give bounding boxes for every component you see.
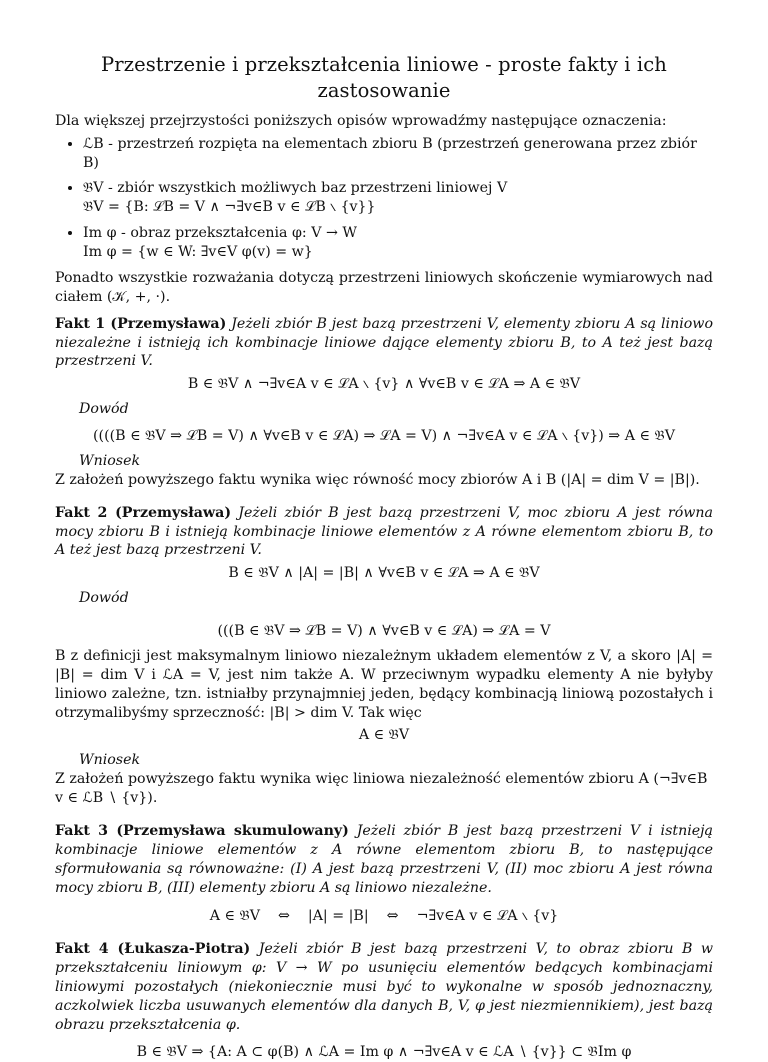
fact-1-formula: B ∈ 𝔅V ∧ ¬∃v∈A v ∈ ℒA ∖ {v} ∧ ∀v∈B v ∈ ℒA ⇒ A ∈ 𝔅V [187,376,581,393]
notation-list [55,135,713,262]
fact-1-corollary: Z założeń powyższego faktu wynika więc równość mocy zbiorów A i B (|A| = dim V = |B|). [55,471,700,488]
fact-2-proof-result: A ∈ 𝔅V [358,727,410,744]
fact-4-statement: Jeżeli zbiór B jest bazą przestrzeni V, to obraz zbioru B w przekształceniu liniowym φ: V → W po usunięciu elementów bedących kombinacjami liniowymi pozostałych (niekoniecznie musi być to wykonalne w sposób jednoznaczny, aczkolwiek liczba usuwanych elementów dla danych B, V, φ jest niezmiennikiem), jest bazą obrazu przekształcenia φ. [55,941,713,1033]
proof-label: Dowód [79,590,129,607]
fact-1 [55,315,713,372]
notation-item-line1: • Im φ - obraz przekształcenia φ: V → W [83,225,357,242]
notation-item-line2: 𝔅V = {B: ℒB = V ∧ ¬∃v∈B v ∈ ℒB ∖ {v}} [83,199,376,216]
fact-3-heading: Fakt 3 (Przemysława skumulowany) [55,822,349,839]
fact-2-corollary: Z założeń powyższego faktu wynika więc liniowa niezależność elementów zbioru A (¬∃v∈B v ∈ ℒB ∖ {v}). [55,771,708,807]
fact-1-heading: Fakt 1 (Przemysława) [55,315,227,332]
note-paragraph: Ponadto wszystkie rozważania dotyczą przestrzeni liniowych skończenie wymiarowych nad ciałem (𝒦, +, ·). [55,269,713,305]
fact-2-proof-text: B z definicji jest maksymalnym liniowo niezależnym układem elementów z V, a skoro |A| = |B| = dim V i ℒA = V, jest nim także A. W przeciwnym wypadku elementy A nie byłyby liniowo zależne, tzn. istniałby przynajmniej jeden, będący kombinacją liniową pozostałych i otrzymalibyśmy sprzeczność: |B| > dim V. Tak więc [55,647,713,721]
fact-4-formula: B ∈ 𝔅V ⇒ {A: A ⊂ φ(B) ∧ ℒA = Im φ ∧ ¬∃v∈A v ∈ ℒA ∖ {v}} ⊂ 𝔅Im φ [136,1043,632,1060]
notation-item-line1: • 𝔅V - zbiór wszystkich możliwych baz przestrzeni liniowej V [83,180,508,197]
corollary-label: Wniosek [79,752,141,769]
fact-1-statement: Jeżeli zbiór B jest bazą przestrzeni V, elementy zbioru A są liniowo niezależne i istnieją ich kombinacje liniowe dające elementy zbioru B, to A też jest bazą przestrzeni V. [55,315,713,370]
fact-3-statement: Jeżeli zbiór B jest bazą przestrzeni V i istnieją kombinacje liniowe elementów z A równe elementom zbioru B, to następujące sformułowania są równoważne: (I) A jest bazą przestrzeni V, (II) moc zbioru A jest równa mocy zbioru B, (III) elementy zbioru A są liniowo niezależne. [55,822,713,896]
notation-item-line2: Im φ = {w ∈ W: ∃v∈V φ(v) = w} [83,244,313,261]
fact-4 [55,940,713,1034]
notation-item-line1: ℒB - przestrzeń rozpięta na elementach zbioru B (przestrzeń generowana przez zbiór B) [83,135,697,171]
page-title: Przestrzenie i przekształcenia liniowe - proste fakty i ich zastosowanie [101,53,667,102]
fact-2-formula: B ∈ 𝔅V ∧ |A| = |B| ∧ ∀v∈B v ∈ ℒA ⇒ A ∈ 𝔅V [228,565,540,582]
proof-label: Dowód [79,401,129,418]
intro-paragraph: Dla większej przejrzystości poniższych opisów wprowadźmy następujące oznaczenia: [55,112,667,129]
corollary-label: Wniosek [79,452,141,469]
notation-item [83,135,713,173]
fact-3-formula: A ∈ 𝔅V ⇔ |A| = |B| ⇔ ¬∃v∈A v ∈ ℒA ∖ {v} [209,908,559,925]
notation-item [83,224,713,262]
fact-2-proof-formula: (((B ∈ 𝔅V ⇒ ℒB = V) ∧ ∀v∈B v ∈ ℒA) ⇒ ℒA = V [217,623,551,640]
fact-1-proof-formula: ((((B ∈ 𝔅V ⇒ ℒB = V) ∧ ∀v∈B v ∈ ℒA) ⇒ ℒA = V) ∧ ¬∃v∈A v ∈ ℒA ∖ {v}) ⇒ A ∈ 𝔅V [93,428,675,445]
fact-4-heading: Fakt 4 (Łukasza-Piotra) [55,941,251,958]
fact-2-heading: Fakt 2 (Przemysława) [55,504,232,521]
fact-3 [55,822,713,898]
notation-item [83,179,713,217]
fact-2-statement: Jeżeli zbiór B jest bazą przestrzeni V, moc zbioru A jest równa mocy zbioru B i istnieją kombinacje liniowe elementów z A równe elementom zbioru B, to A też jest bazą przestrzeni V. [55,504,713,559]
fact-2 [55,504,713,561]
